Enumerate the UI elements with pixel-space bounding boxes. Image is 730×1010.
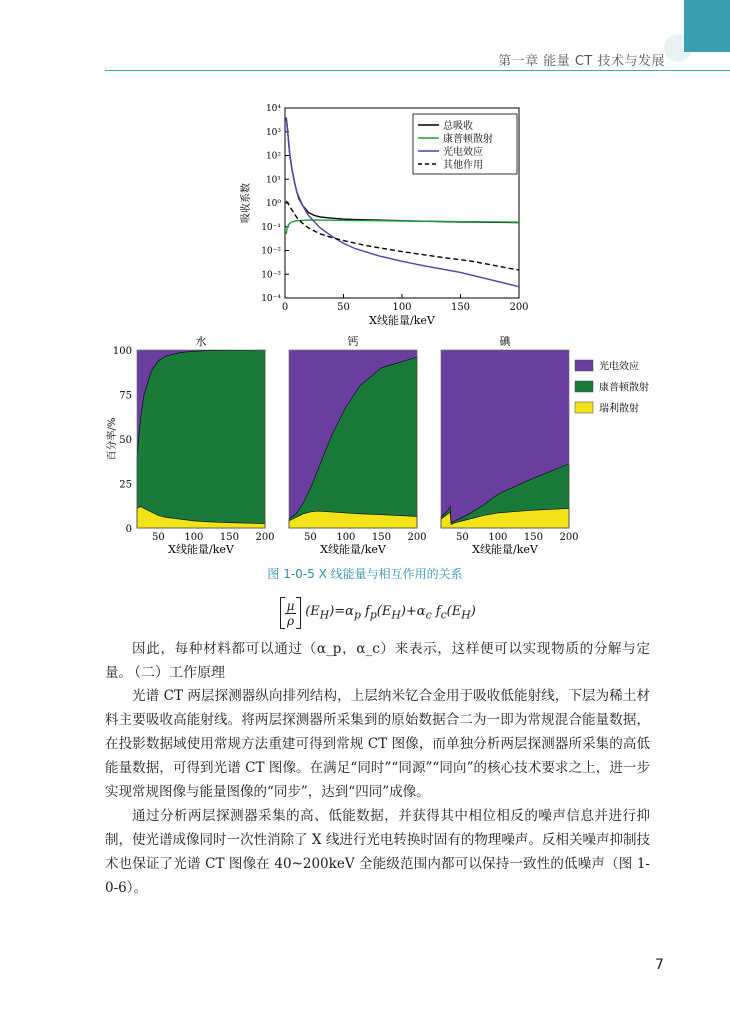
interaction-percentage-chart bbox=[105, 330, 705, 560]
x-tick-label: 50 bbox=[455, 532, 469, 543]
x-tick-label: 100 bbox=[392, 302, 412, 313]
y-tick-label: 10⁻³ bbox=[261, 270, 281, 281]
y-axis-label: 百分率/% bbox=[107, 417, 118, 461]
legend-label: 总吸收 bbox=[443, 121, 473, 132]
x-axis-label: X线能量/keV bbox=[168, 543, 234, 556]
y-tick-label: 10² bbox=[265, 151, 281, 162]
y-tick-label: 25 bbox=[119, 479, 132, 491]
paragraph-noise-suppression: 通过分析两层探测器采集的高、低能数据，并获得其中相位相反的噪声信息并进行抑制，使光谱成像同时一次性消除了 X 线进行光电转换时固有的物理噪声。反相关噪声抑制技术也保证了光谱 CT 图像在 40~200keV 全能级范围内都可以保持一致性的低噪声（图 1-0-6）。 bbox=[105, 808, 650, 896]
x-tick-label: 100 bbox=[488, 532, 508, 543]
x-tick-label: 150 bbox=[219, 532, 239, 543]
y-tick-label: 10⁴ bbox=[265, 104, 281, 114]
y-tick-label: 10¹ bbox=[265, 175, 281, 186]
page-number: 7 bbox=[655, 957, 664, 973]
legend-label: 瑞利散射 bbox=[599, 403, 639, 415]
paragraph-working-principle: 光谱 CT 两层探测器纵向排列结构，上层纳米钇合金用于吸收低能射线，下层为稀土材料主要吸收高能射线。将两层探测器所采集到的原始数据合二为一即为常规混合能量数据，在投影数据域使用常规方法重建可得到常规 CT 图像，而单独分析两层探测器所采集的高低能量数据，可得到光谱 CT 图像。在满足“同时”“同源”“同向”的核心技术要求之上，进一步实现常规图像与能量图像的“同步”，达到“四同”成像。 bbox=[105, 688, 650, 800]
x-axis-label: X线能量/keV bbox=[369, 314, 435, 327]
y-tick-label: 10³ bbox=[265, 127, 281, 138]
panel-title: 碘 bbox=[499, 335, 511, 348]
legend-label: 康普顿散射 bbox=[599, 382, 649, 394]
legend-label: 光电效应 bbox=[599, 361, 639, 373]
legend-swatch bbox=[575, 360, 593, 371]
x-tick-label: 200 bbox=[509, 302, 529, 313]
legend-label: 光电效应 bbox=[443, 147, 483, 158]
page-header bbox=[0, 0, 730, 72]
header-accent-block bbox=[684, 0, 730, 52]
y-tick-label: 10⁻⁴ bbox=[261, 294, 281, 304]
y-axis-label: 吸收系数 bbox=[241, 183, 252, 223]
x-tick-label: 150 bbox=[371, 532, 391, 543]
legend-label: 其他作用 bbox=[443, 160, 483, 171]
y-tick-label: 10⁰ bbox=[265, 199, 281, 209]
x-axis-label: X线能量/keV bbox=[472, 543, 538, 556]
panel-title: 水 bbox=[195, 335, 207, 348]
y-tick-label: 10⁻² bbox=[261, 246, 281, 257]
legend-swatch bbox=[575, 402, 593, 413]
x-tick-label: 50 bbox=[337, 302, 350, 313]
y-tick-label: 0 bbox=[125, 524, 132, 535]
chapter-title: 第一章 能量 CT 技术与发展 bbox=[498, 54, 665, 69]
x-tick-label: 100 bbox=[336, 532, 356, 543]
paragraph-material-decomposition: 因此，每种材料都可以通过（α_p，α_c）来表示，这样便可以实现物质的分解与定量。 bbox=[105, 641, 650, 681]
y-tick-label: 50 bbox=[119, 435, 132, 446]
y-tick-label: 75 bbox=[119, 390, 132, 402]
x-tick-label: 100 bbox=[184, 532, 204, 543]
legend-label: 康普顿散射 bbox=[443, 134, 493, 145]
x-tick-label: 50 bbox=[303, 532, 317, 543]
x-tick-label: 200 bbox=[559, 532, 579, 543]
absorption-coefficient-chart bbox=[235, 100, 535, 330]
x-tick-label: 150 bbox=[450, 302, 471, 313]
y-tick-label: 100 bbox=[112, 346, 132, 357]
attenuation-formula: $\frac{\mu}{\rho} (E_H)=\alpha_p$ $f_p(E_H)+\alpha_c$ $f_c(E_H)$ bbox=[280, 597, 476, 629]
y-tick-label: 10⁻¹ bbox=[261, 222, 281, 233]
x-tick-label: 200 bbox=[407, 532, 427, 543]
panel-title: 钙 bbox=[347, 335, 359, 348]
legend-swatch bbox=[575, 381, 593, 392]
x-axis-label: X线能量/keV bbox=[320, 543, 386, 556]
compton-area bbox=[137, 350, 265, 528]
x-tick-label: 0 bbox=[281, 302, 289, 313]
x-tick-label: 150 bbox=[523, 532, 543, 543]
x-tick-label: 50 bbox=[151, 532, 165, 543]
section-title: （二）工作原理 bbox=[127, 665, 225, 681]
header-divider bbox=[105, 70, 730, 71]
figure-caption: 图 1-0-5 X 线能量与相互作用的关系 bbox=[267, 567, 463, 581]
x-tick-label: 200 bbox=[255, 532, 275, 543]
